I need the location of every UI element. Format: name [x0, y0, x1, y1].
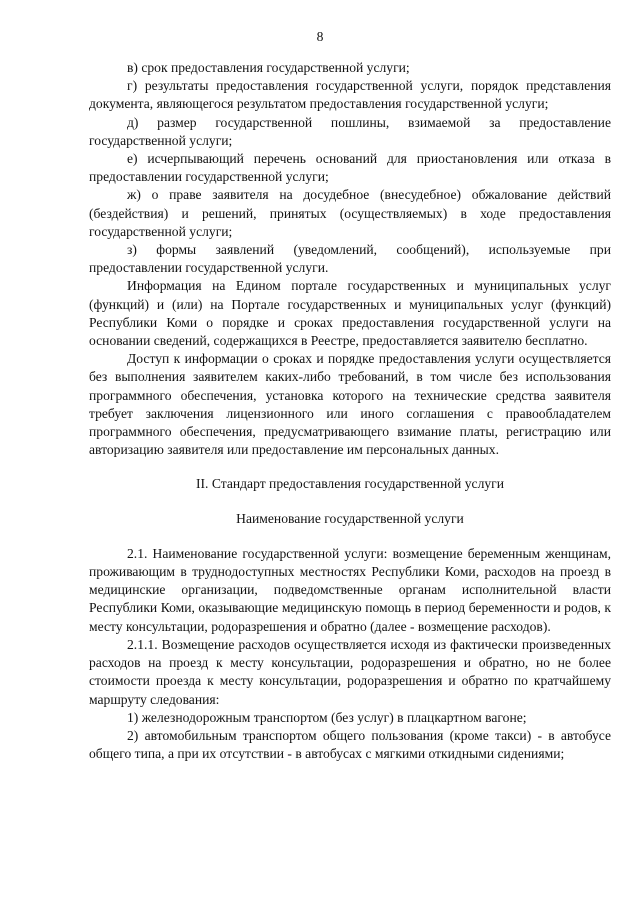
- paragraph-item-v: в) срок предоставления государственной услуги;: [127, 60, 410, 75]
- subsection-heading: Наименование государственной услуги: [236, 510, 464, 526]
- paragraph-2-1: 2.1. Наименование государственной услуги: возмещение беременным женщинам, проживающим в труднодоступных местностях Республики Коми, расходов на проезд в медицинские организации, подведомственные органам исполнительной власти Республики Коми, оказывающие медицинскую помощь в период беременности и родов, к месту консультации, родоразрешения и обратно (далее - возмещение расходов).: [89, 545, 611, 634]
- spacer: [89, 528, 611, 545]
- paragraph-item-z: з) формы заявлений (уведомлений, сообщений), используемые при предоставлении государственной услуги.: [89, 242, 611, 276]
- section-heading: II. Стандарт предоставления государственной услуги: [195, 476, 504, 492]
- paragraph-item-e: е) исчерпывающий перечень оснований для приостановления или отказа в предоставлении государственной услуги;: [89, 151, 611, 185]
- paragraph-item-g: г) результаты предоставления государственной услуги, порядок представления документа, являющегося результатом предоставления государственной услуги;: [89, 78, 611, 112]
- paragraph-access-info: Доступ к информации о сроках и порядке предоставления услуги осуществляется без выполнения заявителем каких-либо требований, в том числе без использования программного обеспечения, установка которого на технические средства заявителя требует заключения лицензионного или иного соглашения с правообладателем программного обеспечения, предусматривающего взимание платы, регистрацию или авторизацию заявителя или предоставление им персональных данных.: [89, 351, 611, 458]
- paragraph-road-transport: 2) автомобильным транспортом общего пользования (кроме такси) - в автобусе общего типа, а при их отсутствии - в автобусах с мягкими откидными сидениями;: [89, 727, 611, 762]
- paragraph-2-1-1: 2.1.1. Возмещение расходов осуществляется исходя из фактически произведенных расходов на проезд к месту консультации, родоразрешения и обратно, но не более стоимости проезда к месту консультации, родоразрешения и обратно по кратчайшему маршруту следования:: [89, 636, 611, 707]
- document-body: [89, 59, 611, 763]
- spacer: [89, 494, 611, 510]
- page-number: 8: [316, 29, 324, 44]
- paragraph-rail-transport: 1) железнодорожным транспортом (без услуг) в плацкартном вагоне;: [127, 709, 527, 725]
- paragraph-portal-info: Информация на Едином портале государственных и муниципальных услуг (функций) и (или) на Портале государственных и муниципальных услуг (функций) Республики Коми о порядке и сроках предоставления государственной услуги на основании сведений, содержащихся в Реестре, предоставляется заявителю бесплатно.: [89, 278, 611, 349]
- spacer: [89, 459, 611, 475]
- paragraph-item-zh: ж) о праве заявителя на досудебное (внесудебное) обжалование действий (бездействия) и решений, принятых (осуществляемых) в ходе предоставления государственной услуги;: [89, 187, 611, 239]
- paragraph-item-d: д) размер государственной пошлины, взимаемой за предоставление государственной услуги;: [89, 114, 611, 148]
